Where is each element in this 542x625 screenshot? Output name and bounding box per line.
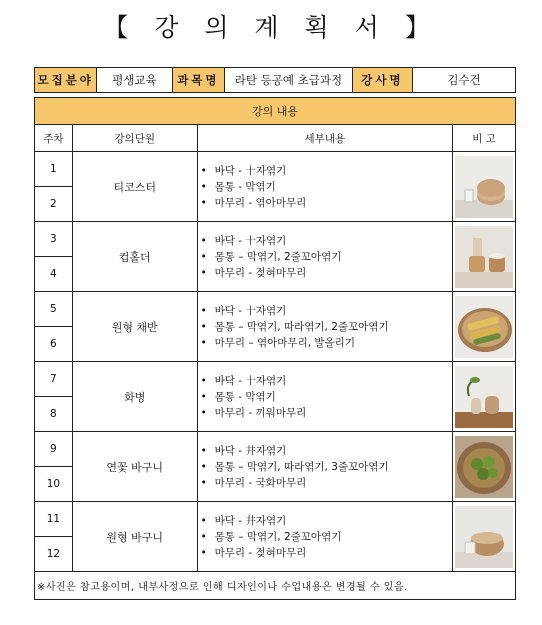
lecture-unit: 원형 바구니 — [72, 502, 197, 572]
detail-text: 마무리 – 엮아마무리, 발올리기 — [214, 336, 355, 349]
reference-photo-image — [455, 296, 513, 358]
detail-text: 바닥 - 井자엮기 — [214, 514, 287, 527]
detail-item — [201, 233, 452, 249]
week-number: 2 — [35, 187, 73, 222]
week-number: 6 — [35, 327, 73, 362]
table-row — [35, 432, 516, 467]
lecture-details — [197, 222, 452, 292]
lecture-unit: 화병 — [72, 362, 197, 432]
detail-item — [201, 373, 452, 389]
lecture-details — [197, 502, 452, 572]
week-number: 10 — [35, 467, 73, 502]
lecture-details — [197, 292, 452, 362]
detail-item — [201, 303, 452, 319]
field-label: 모집분야 — [35, 68, 97, 93]
week-number: 7 — [35, 362, 73, 397]
detail-text: 마무리 - 젖혀마무리 — [214, 266, 307, 279]
lecture-details — [197, 432, 452, 502]
reference-photo-image — [455, 156, 513, 218]
field-value: 평생교육 — [97, 68, 172, 93]
lecture-details — [197, 152, 452, 222]
section-header: 강의 내용 — [35, 98, 516, 125]
detail-item — [201, 405, 452, 421]
page-title: 【 강 의 계 획 서 】 — [103, 13, 439, 42]
detail-item — [201, 475, 452, 491]
bullet-icon: • — [200, 180, 207, 193]
detail-item — [201, 529, 452, 545]
lecture-plan-table — [34, 97, 516, 600]
detail-text: 바닥 - 十자엮기 — [214, 164, 287, 177]
detail-item — [201, 459, 452, 475]
detail-item — [201, 195, 452, 211]
detail-item — [201, 335, 452, 351]
lecture-unit: 원형 채반 — [72, 292, 197, 362]
week-number: 11 — [35, 502, 73, 537]
bullet-icon: • — [200, 250, 207, 263]
reference-photo-image — [455, 436, 513, 498]
lecture-unit: 티코스터 — [72, 152, 197, 222]
bullet-icon: • — [200, 234, 207, 247]
detail-text: 마무리 - 엮아마무리 — [214, 196, 307, 209]
table-row — [35, 152, 516, 187]
week-number: 1 — [35, 152, 73, 187]
column-header-week: 주차 — [35, 125, 73, 152]
lecture-details — [197, 362, 452, 432]
bullet-icon: • — [200, 304, 207, 317]
reference-photo — [453, 292, 516, 362]
week-number: 9 — [35, 432, 73, 467]
detail-item — [201, 443, 452, 459]
detail-text: 몸통 - 막엮기 — [214, 180, 276, 193]
bullet-icon: • — [200, 444, 207, 457]
detail-item — [201, 389, 452, 405]
detail-item — [201, 319, 452, 335]
detail-text: 바닥 - 十자엮기 — [214, 374, 287, 387]
column-header-detail: 세부내용 — [197, 125, 452, 152]
detail-text: 마무리 - 젖혀마무리 — [214, 546, 307, 559]
bullet-icon: • — [200, 196, 207, 209]
detail-item — [201, 265, 452, 281]
reference-photo — [453, 222, 516, 292]
detail-text: 몸통 – 막엮기, 따라엮기, 3줄꼬아엮기 — [214, 460, 389, 473]
reference-photo — [453, 362, 516, 432]
detail-text: 마무리 - 끼워마무리 — [214, 406, 307, 419]
bullet-icon: • — [200, 266, 207, 279]
week-number: 5 — [35, 292, 73, 327]
bullet-icon: • — [200, 514, 207, 527]
detail-text: 몸통 – 막엮기, 2줄꼬아엮기 — [214, 250, 342, 263]
lecture-unit: 컵홀더 — [72, 222, 197, 292]
week-number: 8 — [35, 397, 73, 432]
bullet-icon: • — [200, 374, 207, 387]
detail-text: 바닥 - 井자엮기 — [214, 444, 287, 457]
reference-photo-image — [455, 226, 513, 288]
week-number: 12 — [35, 537, 73, 572]
bullet-icon: • — [200, 336, 207, 349]
instructor-label: 강사명 — [352, 68, 412, 93]
bullet-icon: • — [200, 460, 207, 473]
lecture-unit: 연꽃 바구니 — [72, 432, 197, 502]
bullet-icon: • — [200, 530, 207, 543]
table-row — [35, 222, 516, 257]
detail-text: 바닥 - 十자엮기 — [214, 234, 287, 247]
subject-value: 라탄 등공예 초급과정 — [225, 68, 353, 93]
detail-text: 몸통 – 막엮기, 2줄꼬아엮기 — [214, 530, 342, 543]
detail-item — [201, 163, 452, 179]
table-row — [35, 502, 516, 537]
bullet-icon: • — [200, 546, 207, 559]
bullet-icon: • — [200, 390, 207, 403]
column-header-note: 비 고 — [453, 125, 516, 152]
detail-item — [201, 545, 452, 561]
detail-item — [201, 179, 452, 195]
bullet-icon: • — [200, 406, 207, 419]
reference-photo — [453, 502, 516, 572]
instructor-value: 김수건 — [413, 68, 516, 93]
footnote: ※사진은 참고용이며, 내부사정으로 인해 디자인이나 수업내용은 변경될 수 있음. — [35, 572, 516, 600]
reference-photo-image — [455, 506, 513, 568]
column-header-unit: 강의단원 — [72, 125, 197, 152]
week-number: 3 — [35, 222, 73, 257]
reference-photo — [453, 152, 516, 222]
course-info-table — [34, 67, 516, 93]
detail-item — [201, 513, 452, 529]
table-row — [35, 292, 516, 327]
table-row — [35, 362, 516, 397]
subject-label: 과목명 — [172, 68, 225, 93]
detail-text: 마무리 - 국화마무리 — [214, 476, 307, 489]
reference-photo-image — [455, 366, 513, 428]
bullet-icon: • — [200, 320, 207, 333]
bullet-icon: • — [200, 476, 207, 489]
detail-text: 몸통 – 막엮기, 따라엮기, 2줄꼬아엮기 — [214, 320, 389, 333]
week-number: 4 — [35, 257, 73, 292]
bullet-icon: • — [200, 164, 207, 177]
detail-text: 몸통 - 막엮기 — [214, 390, 276, 403]
reference-photo — [453, 432, 516, 502]
detail-item — [201, 249, 452, 265]
detail-text: 바닥 - 十자엮기 — [214, 304, 287, 317]
